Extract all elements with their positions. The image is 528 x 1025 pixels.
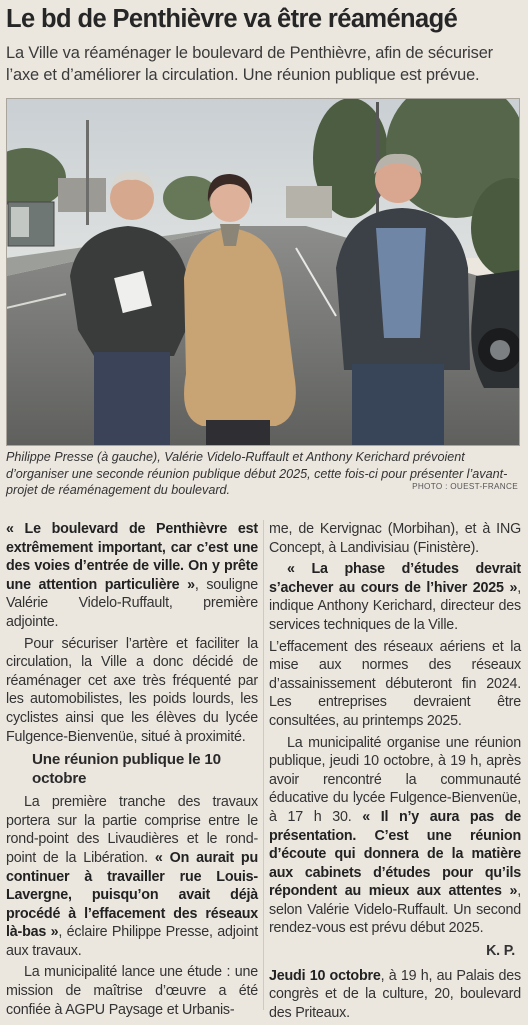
- paragraph: [269, 734, 521, 939]
- author-signature: K. P.: [486, 943, 515, 960]
- article-lead: La Ville va réaménager le boulevard de Penthièvre, afin de sécuriser l’axe et d’améliorer la circulation. Une réunion publique est prévue.: [6, 44, 493, 84]
- column-divider: [263, 520, 264, 1010]
- paragraph: La municipalité lance une étude : une mission de maîtrise d’œuvre a été confiée à AGPU Paysage et Urbanis-: [6, 964, 258, 1018]
- paragraph: L’effacement des réseaux aériens et la mise aux normes des réseaux d’assainissement débuteront fin 2024. Les entreprises devraient être consultées, au printemps 2025.: [269, 638, 521, 729]
- article-photo: [6, 98, 520, 446]
- paragraph: Pour sécuriser l’artère et faciliter la circulation, la Ville a donc décidé de réaménager cet axe très fréquenté par les automobilistes, les poids lourds, les cyclistes ainsi que les élèves du lycée Fulgence-Bienvenüe, situé à proximité.: [6, 635, 258, 745]
- event-date: Jeudi 10 octobre: [269, 967, 381, 984]
- caption-text: Philippe Presse (à gauche), Valérie Videlo-Ruffault et Anthony Kerichard prévoient d’organiser une seconde réunion publique début 2025, cette fois-ci pour présenter l’avant-projet de réaménagement du boulevard.: [6, 450, 508, 497]
- text: , souligne Valérie Videlo-Ruffault, première adjointe.: [6, 576, 258, 630]
- text: La première tranche des travaux portera sur la partie comprise entre le rond-point des Livaudières et le rond-point de la Libération.: [6, 794, 258, 866]
- paragraph: [6, 520, 258, 632]
- paragraph: [6, 793, 258, 960]
- quote: « On aurait pu continuer à travailler rue Louis-Lavergne, puisqu’on avait déjà procédé à l’effacement des réseaux là-bas »: [6, 849, 258, 941]
- quote: « Le boulevard de Penthièvre est extrêmement important, car c’est une des voies d’entrée de ville. On y prête une attention particulière »: [6, 521, 258, 593]
- paragraph: [269, 560, 521, 634]
- photo-caption: [6, 449, 520, 499]
- text: , selon Valérie Videlo-Ruffault. Un second rendez-vous est prévu début 2025.: [269, 883, 521, 937]
- quote: « La phase d’études devrait s’achever au cours de l’hiver 2025 »: [269, 561, 521, 596]
- text: , indique Anthony Kerichard, directeur des services techniques de la Ville.: [269, 579, 521, 633]
- text: , à 19 h, au Palais des congrès et de la culture, 20, boulevard des Priteaux.: [269, 967, 521, 1021]
- article-column-right: [269, 520, 521, 1025]
- article-headline: Le bd de Penthièvre va être réaménagé: [6, 5, 458, 33]
- event-info: [269, 967, 521, 1023]
- text: , éclaire Philippe Presse, adjoint aux travaux.: [6, 924, 258, 959]
- quote: « Il n’y aura pas de présentation. C’est une réunion d’écoute qui donnera de la matière aux cabinets d’études pour qu’ils répondent au mieux aux attentes »: [269, 808, 521, 900]
- article-column-left: [6, 520, 258, 1022]
- section-subhead: Une réunion publique le 10 octobre: [32, 751, 221, 788]
- photo-credit: PHOTO : OUEST-FRANCE: [412, 482, 518, 491]
- text: La municipalité organise une réunion publique, jeudi 10 octobre, à 19 h, après avoir rencontré la communauté éducative du lycée Fulgence-Bienvenüe, à 17 h 30.: [269, 734, 521, 825]
- paragraph: me, de Kervignac (Morbihan), et à ING Concept, à Landivisiau (Finistère).: [269, 521, 521, 556]
